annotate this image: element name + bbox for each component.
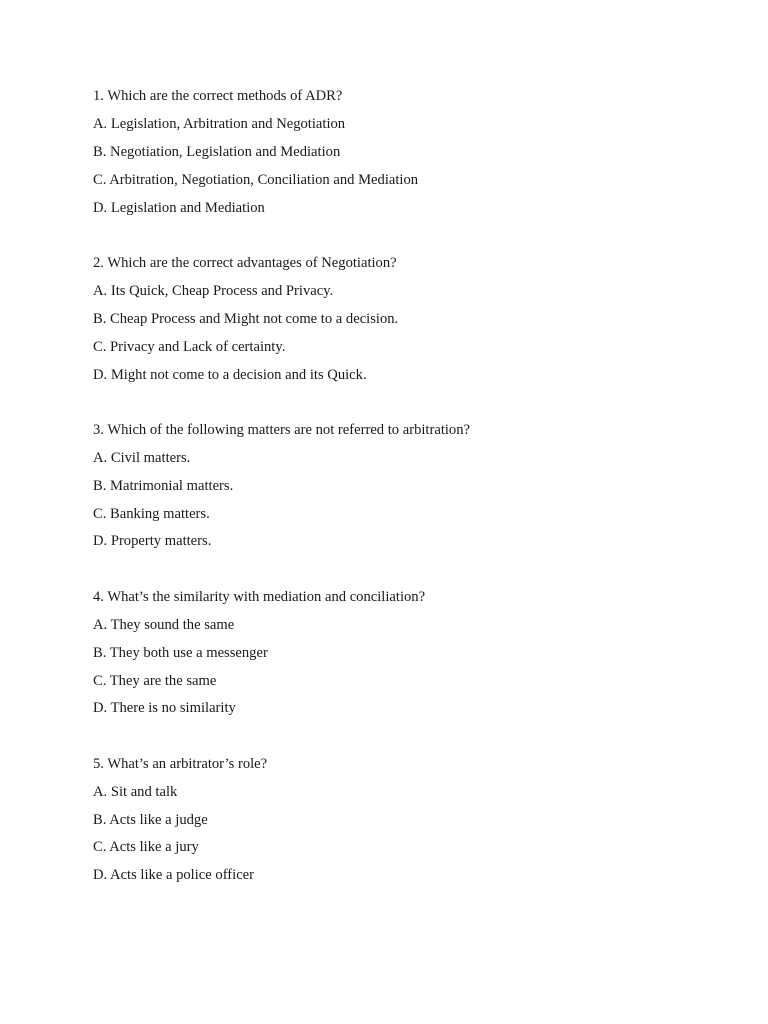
quiz-content	[93, 86, 733, 921]
question-2	[93, 253, 733, 392]
question-1	[93, 86, 733, 225]
option-b: B. Acts like a judge	[93, 811, 208, 828]
question-5	[93, 754, 733, 893]
question-prompt: 2. Which are the correct advantages of Negotiation?	[93, 254, 397, 271]
option-a: A. Sit and talk	[93, 783, 178, 800]
option-c: C. Privacy and Lack of certainty.	[93, 338, 286, 355]
question-prompt: 1. Which are the correct methods of ADR?	[93, 88, 343, 104]
option-c: C. Acts like a jury	[93, 839, 199, 856]
question-4	[93, 587, 733, 726]
option-a: A. They sound the same	[93, 616, 235, 633]
option-d: D. Might not come to a decision and its Quick.	[93, 366, 367, 383]
question-prompt: 4. What’s the similarity with mediation and conciliation?	[93, 588, 426, 605]
question-3	[93, 420, 733, 559]
option-b: B. Matrimonial matters.	[93, 477, 234, 494]
option-c: C. They are the same	[93, 672, 217, 689]
question-prompt: 5. What’s an arbitrator’s role?	[93, 755, 268, 772]
option-d: D. Legislation and Mediation	[93, 199, 265, 216]
option-b: B. Negotiation, Legislation and Mediation	[93, 143, 341, 160]
question-prompt: 3. Which of the following matters are not referred to arbitration?	[93, 421, 471, 438]
option-c: C. Arbitration, Negotiation, Conciliation and Mediation	[93, 171, 419, 188]
option-c: C. Banking matters.	[93, 505, 210, 522]
option-d: D. There is no similarity	[93, 700, 236, 717]
option-a: A. Its Quick, Cheap Process and Privacy.	[93, 282, 334, 299]
option-b: B. Cheap Process and Might not come to a decision.	[93, 310, 399, 327]
option-b: B. They both use a messenger	[93, 644, 268, 661]
option-d: D. Property matters.	[93, 533, 212, 550]
option-a: A. Civil matters.	[93, 449, 191, 466]
option-a: A. Legislation, Arbitration and Negotiation	[93, 115, 346, 132]
option-d: D. Acts like a police officer	[93, 867, 255, 884]
